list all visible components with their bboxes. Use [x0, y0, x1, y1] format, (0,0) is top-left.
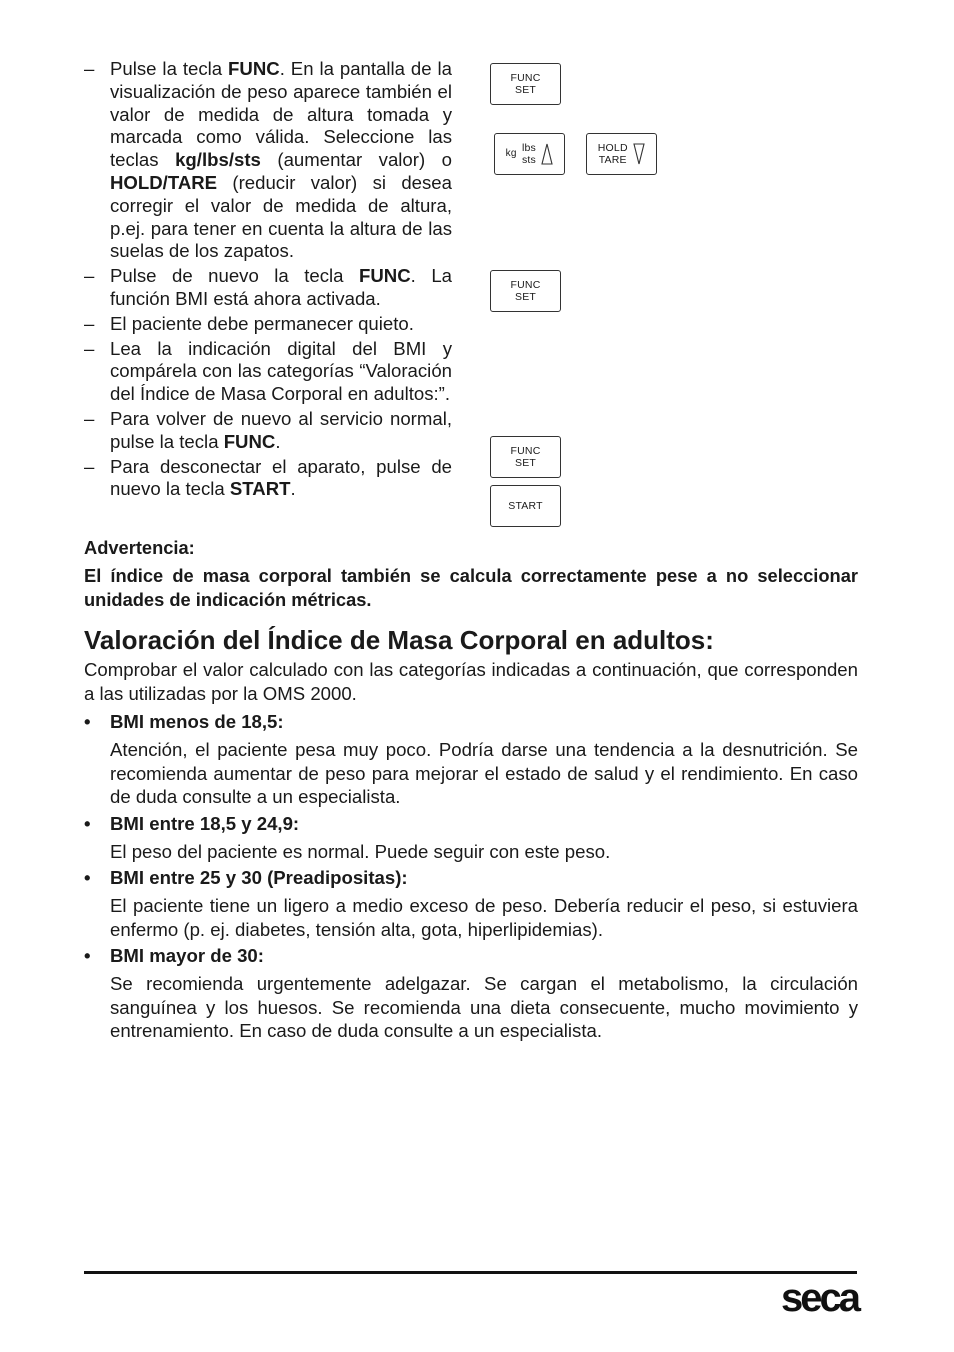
func-set-key-2: FUNC SET — [490, 270, 561, 312]
step-2: – Pulse de nuevo la tecla FUNC. La función BMI está ahora activada. — [84, 265, 453, 309]
bmi-category-body: El paciente tiene un ligero a medio exceso de peso. Debería reducir el peso, si estuviera enfermo (p. ej. diabetes, tensión alta, gota, hiperlipidemias). — [110, 895, 858, 940]
dash: – — [84, 265, 95, 287]
bmi-category-body: El peso del paciente es normal. Puede seguir con este peso. — [110, 840, 611, 862]
bmi-category — [84, 812, 858, 864]
step-5: – Para volver de nuevo al servicio normal, pulse la tecla FUNC. — [84, 407, 452, 452]
bullet: • — [84, 945, 91, 966]
bmi-category-head: BMI menos de 18,5: — [110, 711, 284, 732]
instruction-steps — [84, 58, 452, 503]
bullet: • — [84, 867, 91, 888]
warning-title: Advertencia: — [84, 537, 195, 558]
step-6: – Para desconectar el aparato, pulse de nuevo la tecla START. — [84, 455, 452, 500]
footer-rule — [84, 1271, 857, 1274]
dash: – — [84, 407, 95, 429]
bullet: • — [84, 812, 91, 834]
hold-tare-key: HOLD TARE — [586, 133, 657, 175]
start-key: START — [490, 485, 561, 527]
dash: – — [84, 455, 95, 477]
bmi-category-head: BMI mayor de 30: — [110, 945, 264, 966]
bmi-category-list — [84, 710, 858, 1046]
dash: – — [84, 337, 95, 359]
func-set-key-3: FUNC SET — [490, 436, 561, 478]
bmi-category — [84, 944, 858, 1043]
step-1: – Pulse la tecla FUNC. En la pantalla de la visualización de peso aparece también el valor de medida de altura tomada y marcada como válida. Seleccione las teclas kg/lbs/sts (aumentar valor) o HOLD/TARE (reducir valor) si desea corregir el valor de medida de altura, p.ej. para tener en cuenta la altura de las suelas de los zapatos. — [84, 58, 452, 262]
dash: – — [84, 312, 95, 334]
step-4: – Lea la indicación digital del BMI y compárela con las categorías “Valoración del Índice de Masa Corporal en adultos:”. — [84, 337, 452, 405]
bullet: • — [84, 711, 91, 732]
bmi-category-head: BMI entre 25 y 30 (Preadipositas): — [110, 867, 408, 888]
bmi-category-head: BMI entre 18,5 y 24,9: — [110, 812, 300, 834]
bmi-category-body: Se recomienda urgentemente adelgazar. Se cargan el metabolismo, la circulación sanguínea y los huesos. Se recomienda una dieta consecuente, mucho movimiento y entrenamiento. En caso de duda consulte a un especialista. — [110, 973, 858, 1041]
section-title: Valoración del Índice de Masa Corporal en adultos: — [84, 625, 714, 655]
bmi-category-body: Atención, el paciente pesa muy poco. Podría darse una tendencia a la desnutrición. Se recomienda aumentar de peso para mejorar el estado de salud y el rendimiento. En caso de duda consulte a un especialista. — [110, 739, 858, 807]
step-3: – El paciente debe permanecer quieto. — [84, 312, 414, 334]
kg-lbs-sts-key: kg lbs sts — [494, 133, 565, 175]
section-intro: Comprobar el valor calculado con las categorías indicadas a continuación, que corresponden a las utilizadas por la OMS 2000. — [84, 659, 858, 704]
dash: – — [84, 58, 95, 79]
warning-text: El índice de masa corporal también se calcula correctamente pese a no seleccionar unidades de indicación métricas. — [84, 565, 858, 610]
triangle-down-icon — [633, 143, 645, 165]
func-set-key-1: FUNC SET — [490, 63, 561, 105]
bmi-category — [84, 866, 858, 941]
seca-logo: seca — [781, 1276, 858, 1320]
bmi-category — [84, 710, 858, 809]
triangle-up-icon — [541, 143, 553, 165]
